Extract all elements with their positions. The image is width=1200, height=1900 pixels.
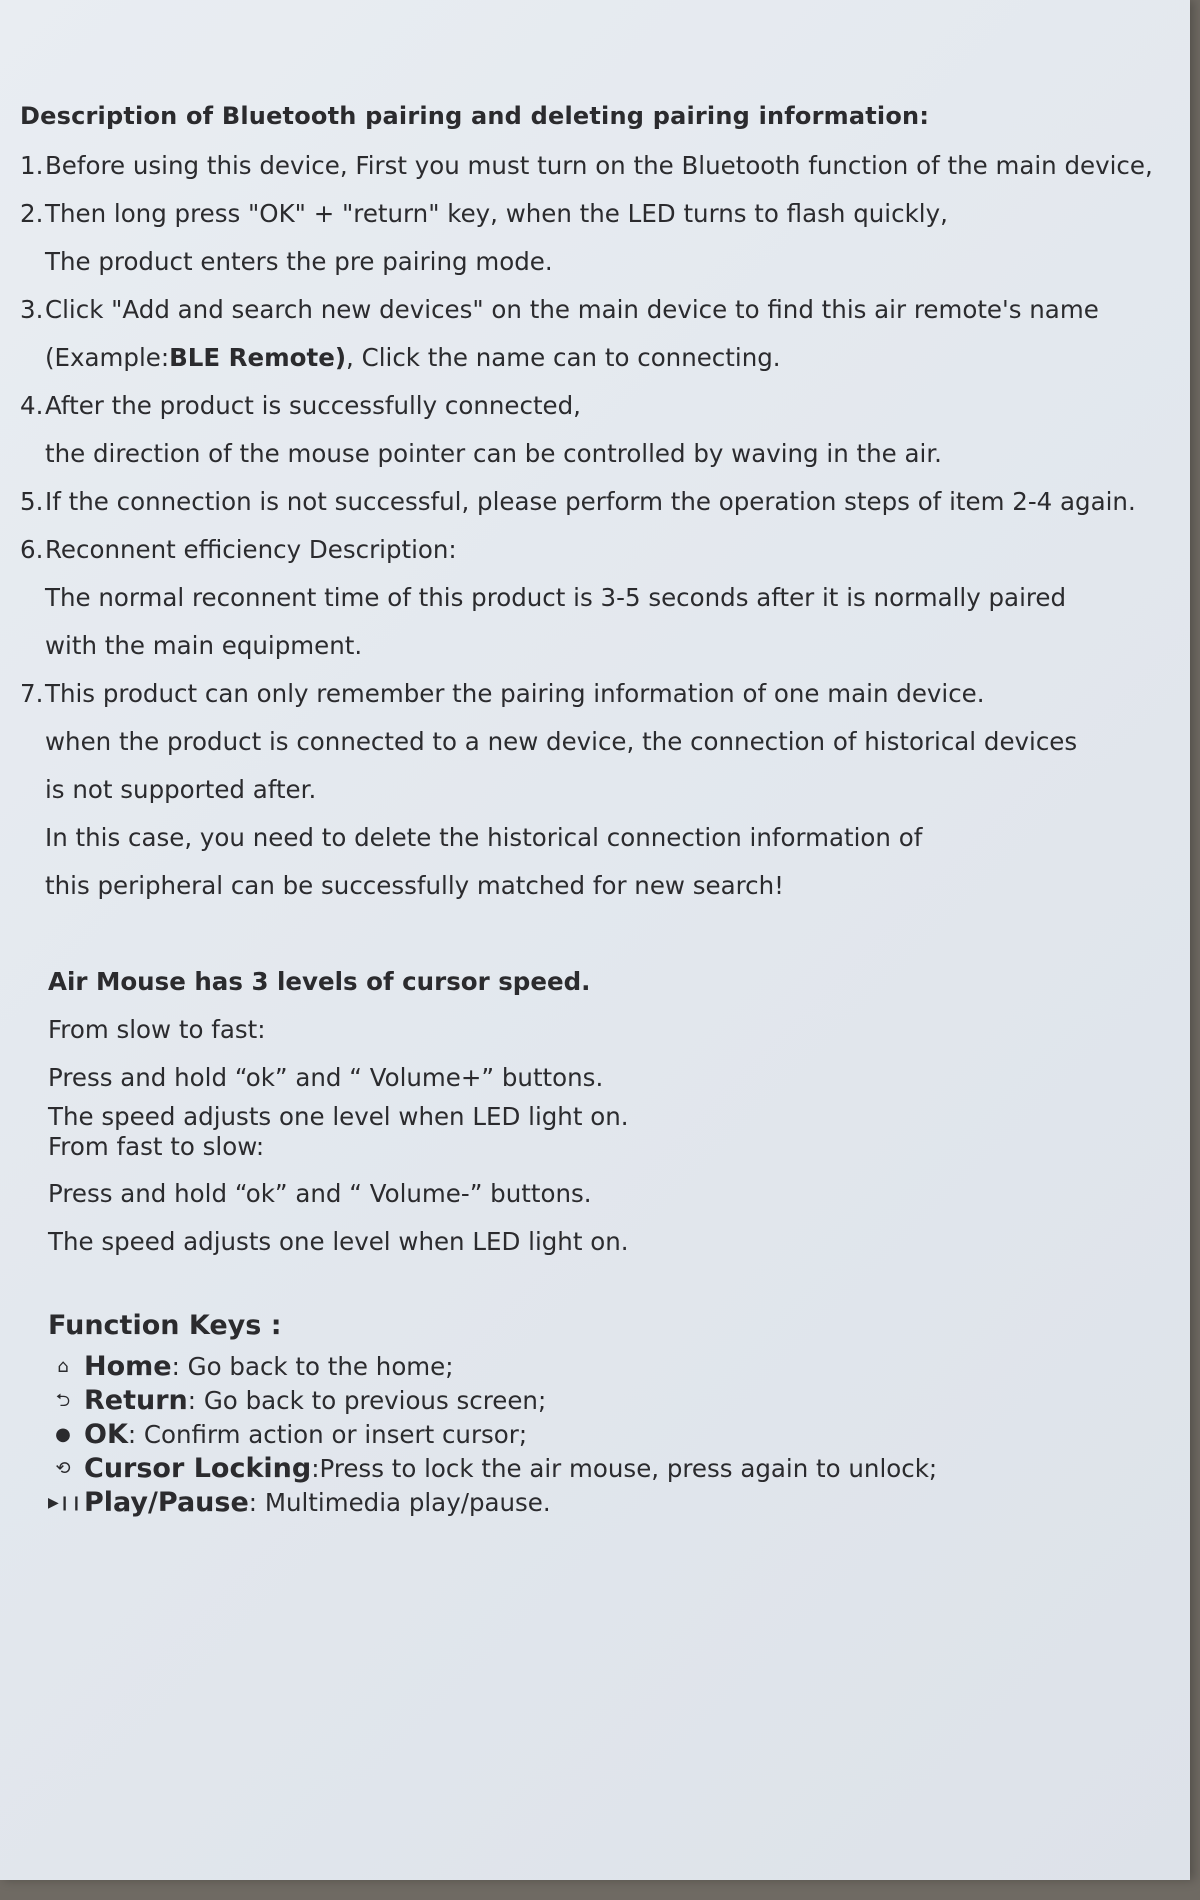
return-icon: ⮌ bbox=[55, 1390, 71, 1411]
slow-to-fast-label: From slow to fast: bbox=[48, 1015, 266, 1044]
pairing-heading: Description of Bluetooth pairing and deleting pairing information: bbox=[20, 102, 930, 130]
ok-dot-icon: ● bbox=[55, 1424, 71, 1445]
step-number: 2. bbox=[20, 199, 44, 228]
step-7-continuation: when the product is connected to a new device, the connection of historical devices bbox=[45, 727, 1078, 756]
function-key-ok bbox=[20, 1418, 1165, 1452]
step-6 bbox=[20, 526, 1165, 574]
section-spacer bbox=[20, 910, 1165, 958]
step-1 bbox=[20, 142, 1165, 190]
step-4 bbox=[20, 382, 1165, 430]
example-suffix: , Click the name can to connecting. bbox=[346, 343, 781, 372]
step-6-continuation: The normal reconnent time of this product is 3-5 seconds after it is normally paired bbox=[45, 583, 1067, 612]
step-6-continuation: with the main equipment. bbox=[45, 631, 363, 660]
fast-to-slow-action: Press and hold “ok” and “ Volume-” buttons. bbox=[48, 1179, 592, 1208]
fast-to-slow-label: From fast to slow: bbox=[48, 1132, 265, 1161]
step-text: This product can only remember the pairing information of one main device. bbox=[45, 679, 985, 708]
step-3 bbox=[20, 286, 1165, 334]
step-2 bbox=[20, 190, 1165, 238]
key-name: Home bbox=[84, 1351, 172, 1382]
step-text: After the product is successfully connected, bbox=[45, 391, 581, 420]
step-text: Click "Add and search new devices" on the main device to find this air remote's name bbox=[45, 295, 1099, 324]
fast-to-slow-result: The speed adjusts one level when LED light on. bbox=[48, 1227, 629, 1256]
slow-to-fast-result: The speed adjusts one level when LED light on. bbox=[48, 1102, 629, 1131]
step-text: Then long press "OK" + "return" key, when the LED turns to flash quickly, bbox=[45, 199, 948, 228]
step-number: 6. bbox=[20, 535, 44, 564]
key-description: : Go back to the home; bbox=[171, 1352, 454, 1381]
step-4-continuation: the direction of the mouse pointer can be controlled by waving in the air. bbox=[45, 439, 942, 468]
key-name: OK bbox=[84, 1419, 128, 1450]
key-name: Play/Pause bbox=[84, 1487, 249, 1518]
slow-to-fast-action: Press and hold “ok” and “ Volume+” buttons. bbox=[48, 1063, 604, 1092]
example-device-name: BLE Remote) bbox=[169, 343, 347, 372]
step-7-continuation: this peripheral can be successfully matched for new search! bbox=[45, 871, 784, 900]
function-key-cursor-locking bbox=[20, 1452, 1165, 1486]
function-key-play-pause bbox=[20, 1486, 1165, 1520]
step-text: Before using this device, First you must turn on the Bluetooth function of the main device, bbox=[45, 151, 1153, 180]
function-keys-title: Function Keys : bbox=[48, 1310, 282, 1341]
instructions-content bbox=[20, 102, 1165, 1520]
step-number: 1. bbox=[20, 151, 44, 180]
step-number: 4. bbox=[20, 391, 44, 420]
key-description: : Confirm action or insert cursor; bbox=[127, 1420, 528, 1449]
step-7-continuation: In this case, you need to delete the historical connection information of bbox=[45, 823, 923, 852]
function-key-return bbox=[20, 1384, 1165, 1418]
play-pause-icon: ▶❙❙ bbox=[48, 1495, 83, 1511]
step-number: 7. bbox=[20, 679, 44, 708]
cursor-speed-title: Air Mouse has 3 levels of cursor speed. bbox=[48, 967, 591, 996]
step-7-continuation: is not supported after. bbox=[45, 775, 317, 804]
step-3-continuation bbox=[20, 334, 1165, 382]
key-description: : Multimedia play/pause. bbox=[248, 1488, 551, 1517]
key-description: :Press to lock the air mouse, press again to unlock; bbox=[311, 1454, 938, 1483]
home-icon: ⌂ bbox=[57, 1356, 69, 1377]
step-5 bbox=[20, 478, 1165, 526]
step-number: 5. bbox=[20, 487, 44, 516]
step-7 bbox=[20, 670, 1165, 718]
step-number: 3. bbox=[20, 295, 44, 324]
example-prefix: (Example: bbox=[45, 343, 170, 372]
key-name: Return bbox=[84, 1385, 188, 1416]
function-key-home bbox=[20, 1350, 1165, 1384]
cursor-lock-icon: ⟲ bbox=[55, 1458, 71, 1479]
key-description: : Go back to previous screen; bbox=[187, 1386, 547, 1415]
step-text: If the connection is not successful, please perform the operation steps of item 2-4 again. bbox=[45, 487, 1136, 516]
step-text: Reconnent efficiency Description: bbox=[45, 535, 457, 564]
key-name: Cursor Locking bbox=[84, 1453, 312, 1484]
step-2-continuation: The product enters the pre pairing mode. bbox=[45, 247, 553, 276]
